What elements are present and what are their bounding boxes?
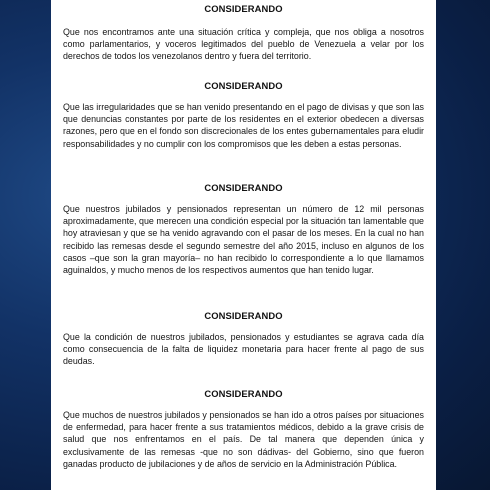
considerando-section-4 <box>63 310 424 368</box>
section-heading: CONSIDERANDO <box>204 3 283 14</box>
considerando-section-5 <box>63 388 424 470</box>
section-heading: CONSIDERANDO <box>204 310 283 321</box>
section-heading: CONSIDERANDO <box>204 388 283 399</box>
considerando-section-1 <box>63 3 424 63</box>
section-paragraph: Que muchos de nuestros jubilados y pensionados se han ido a otros países por situaciones de enfermedad, para hacer frente a sus tratamientos médicos, debido a la grave crisis de salud que nos enfrentamos en el país. De tal manera que dependen única y exclusivamente de las remesas -que no son dádivas- del Gobierno, sino que fueron ganadas producto de jubilaciones y de años de servicio en la Administración Pública. <box>63 410 424 469</box>
document-page <box>51 0 436 490</box>
section-paragraph: Que la condición de nuestros jubilados, pensionados y estudiantes se agrava cada día como consecuencia de la falta de liquidez monetaria para hacer frente al pago de sus deudas. <box>63 332 424 367</box>
section-paragraph: Que nos encontramos ante una situación crítica y compleja, que nos obliga a nosotros como parlamentarios, y voceros legitimados del pueblo de Venezuela a velar por los derechos de todos los venezolanos dentro y fuera del territorio. <box>63 27 424 62</box>
section-paragraph: Que las irregularidades que se han venido presentando en el pago de divisas y que son las que denuncias constantes por parte de los residentes en el exterior obedecen a diversas razones, pero que en el fondo son discrecionales de los entes gubernamentales para eludir responsabilidades y no cumplir con los compromisos que les deben a estas personas. <box>63 102 424 149</box>
section-heading: CONSIDERANDO <box>204 80 283 91</box>
section-paragraph: Que nuestros jubilados y pensionados representan un número de 12 mil personas aproximadamente, que merecen una condición especial por la situación tan lamentable que hoy atraviesan y que se ha venido agravando con el pasar de los meses. En la cual no han recibido las remesas desde el segundo semestre del año 2015, incluso en algunos de los casos –que son la gran mayoría– no han recibido lo correspondiente a lo que llamamos aguinaldos, y mucho menos de los respectivos aumentos que han tenido lugar. <box>63 204 424 276</box>
considerando-section-2 <box>63 80 424 150</box>
section-heading: CONSIDERANDO <box>204 182 283 193</box>
considerando-section-3 <box>63 182 424 276</box>
bottom-divider <box>227 484 265 485</box>
